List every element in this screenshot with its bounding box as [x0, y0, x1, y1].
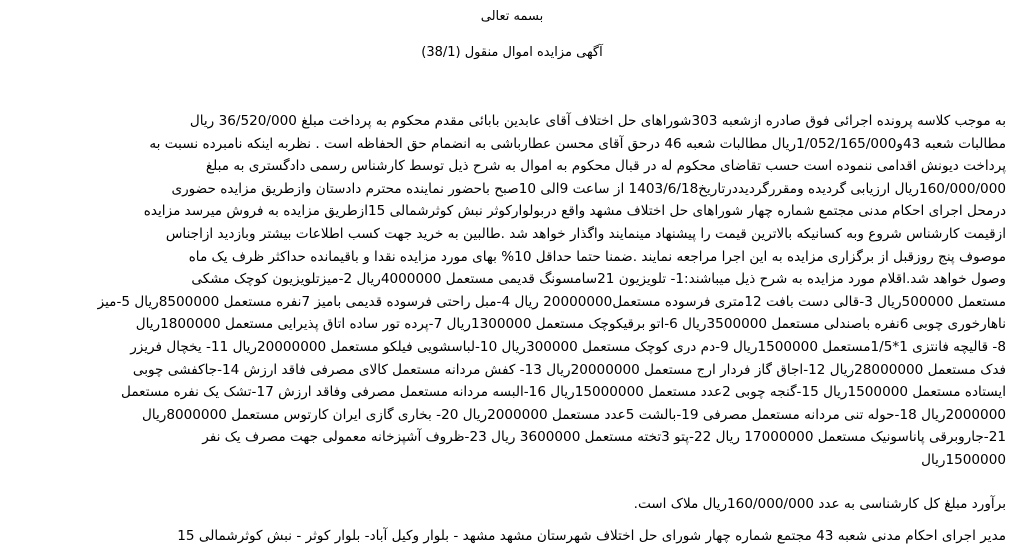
body-line: وصول خواهد شد.اقلام مورد مزایده به شرح ذیل میباشند:1- تلویزیون 21سامسونگ قدیمی مستعمل 4000000ریال 2-میزتلویزیون کوچک مشکی [191, 271, 1006, 288]
body-line: 160/000/000ریال ارزیابی گردیده ومقررگردیددرتاریخ1403/6/18 از ساعت 9الی 10صبح باحضور نماینده محترم دادستان وازطریق مزایده حضوری [171, 180, 1006, 197]
body-line: درمحل اجرای احکام مدنی مجتمع شماره چهار شوراهای حل اختلاف مشهد واقع دربولوارکوثر نبش کوثرشمالی 15ازطریق مزایده به فروش میرسد مزایده [143, 203, 1006, 220]
estimate-line: برآورد مبلغ کل کارشناسی به عدد 160/000/000ریال ملاک است. [633, 496, 1006, 512]
body-line: به موجب کلاسه پرونده اجرائی فوق صادره ازشعبه 303شوراهای حل اختلاف آقای عابدین بابائی مقدم محکوم به پرداخت مبلغ 36/520/000 ریال [189, 113, 1006, 129]
body-line: مستعمل 500000ریال 3-قالی دست بافت 12متری فرسوده مستعمل20000000 ریال 4-مبل راحتی فرسوده قدیمی بامیز 7نفره مستعمل 8500000ریال 5-میز [97, 293, 1006, 310]
body-line: ناهارخوری چوبی 6نفره باصندلی مستعمل 3500000ریال 6-اتو برقیکوچک مستعمل 1300000ریال 7-پرده تور ساده اتاق پذیرایی مستعمل 1800000ریال [135, 316, 1006, 333]
body-line: 2000000ریال 18-حوله تنی مردانه مستعمل مصرفی 19-بالشت 5عدد مستعمل 2000000ریال 20- بخاری گازی ایران کارتوس مستعمل 8000000ریال [141, 406, 1006, 423]
body-line: فدک مستعمل 28000000ریال 12-اجاق گاز فردار ارج مستعمل 20000000ریال 13- کفش مردانه مستعمل کالای مصرفی فاقد ارزش 14-جاکفشی چوبی [132, 361, 1006, 378]
body-line: پرداخت دیونش اقدامی ننموده است حسب تقاضای محکوم له در قبال محکوم به اموال به شرح ذیل توسط کارشناس رسمی دادگستری به مبلغ [205, 158, 1006, 175]
body-line: ایستاده مستعمل 1500000ریال 15-گنجه چوبی 2عدد مستعمل 15000000ریال 16-البسه مردانه مستعمل مصرفی وفاقد ارزش 17-تشک یک نفره مستعمل [121, 384, 1006, 401]
notice-body [18, 110, 1006, 472]
body-line: موصوف پنج روزقبل از برگزاری مزایده به این اجرا مراجعه نمایند .ضمنا حتما حداقل 10% بهای مورد مزایده نقدا و باقیمانده حداکثر ظرف یک ماه [188, 248, 1006, 265]
signature-line: مدیر اجرای احکام مدنی شعبه 43 مجتمع شماره چهار شورای حل اختلاف شهرستان مشهد مشهد - بلوار وکیل آباد- بلوار کوثر - نبش کوثرشمالی 15 [177, 528, 1006, 544]
body-line: 21-جاروبرقی پاناسونیک مستعمل 17000000 ریال 22-پتو 3تخته مستعمل 3600000 ریال 23-ظروف آشپزخانه معمولی جهت مصرف یک نفر [202, 429, 1006, 446]
body-line: مطالبات شعبه 43و1/052/165/000ریال مطالبات شعبه 46 درحق آقای محسن عطارباشی به انضمام حق الحفاظه است . نظربه اینکه نامبرده نسبت به [149, 135, 1006, 152]
notice-title: آگهی مزایده اموال منقول (38/1) [421, 45, 603, 60]
body-line: 8- قالیچه فانتزی 1*1/5مستعمل 1500000ریال 9-دم دری کوچک مستعمل 300000ریال 10-لباسشویی فیلکو مستعمل 20000000ریال 11- یخچال فریزر [130, 338, 1006, 355]
heading: بسمه تعالی [480, 9, 544, 24]
body-line: 1500000ریال [921, 451, 1006, 468]
body-line: ازقیمت کارشناس شروع وبه کسانیکه بالاترین قیمت را پیشنهاد مینمایند واگذار خواهد شد .طالبین به خرید جهت کسب اطلاعات بیشتر وبازدید ازاجناس [165, 225, 1006, 242]
